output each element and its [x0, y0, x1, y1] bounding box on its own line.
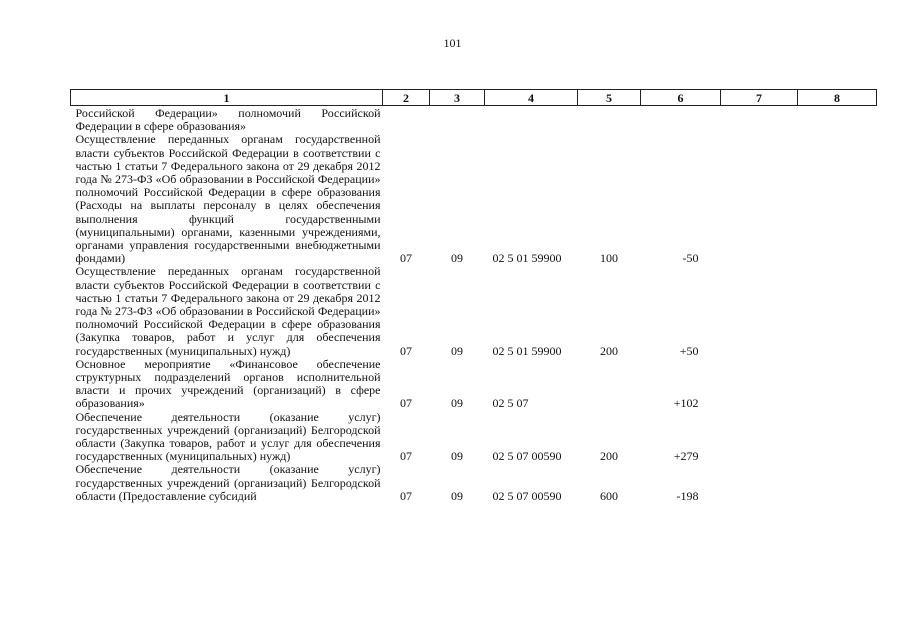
cell-target-article: 02 5 01 59900	[492, 251, 562, 266]
cell-expense-type: 200	[600, 343, 618, 358]
cell-col7	[721, 411, 798, 464]
row-description: Российской Федерации» полномочий Российской Федерации в сфере образования»	[75, 106, 381, 134]
cell-podrazdel: 09	[451, 251, 463, 266]
cell-col7	[721, 265, 798, 357]
cell-amount	[641, 106, 721, 134]
cell-target-article: 02 5 07	[492, 396, 529, 411]
cell-expense-type: 600	[600, 488, 618, 503]
cell-col8	[798, 411, 877, 464]
table-row	[71, 358, 877, 411]
budget-table	[70, 89, 877, 503]
cell-col8	[798, 358, 877, 411]
row-description: Обеспечение деятельности (оказание услуг) государственных учреждений (организаций) Белгородской области (Закупка товаров, работ и услуг для обеспечения государственных (муниципальных) нужд)	[75, 409, 381, 464]
cell-col7	[721, 463, 798, 503]
cell-col7	[721, 358, 798, 411]
cell-col7	[721, 106, 798, 134]
table-row	[71, 133, 877, 265]
column-header: 7	[721, 90, 798, 106]
column-header: 2	[383, 90, 430, 106]
cell-amount: -50	[682, 251, 699, 266]
cell-target-article: 02 5 01 59900	[492, 343, 562, 358]
row-description: Осуществление переданных органам государственной власти субъектов Российской Федерации в соответствии с частью 1 статьи 7 Федерального закона от 29 декабря 2012 года № 273-ФЗ «Об образовании в Российской Федерации» полномочий Российской Федерации в сфере образования (Расходы на выплаты персоналу в целях обеспечения выполнения функций государственными (муниципальными) органами, казенными учреждениями, органами управления государственными внебюджетными фондами)	[75, 132, 381, 266]
cell-amount: +102	[673, 396, 699, 411]
column-header: 6	[641, 90, 721, 106]
row-description: Обеспечение деятельности (оказание услуг) государственных учреждений (организаций) Белгородской области (Предоставление субсидий	[75, 462, 381, 503]
cell-target-article: 02 5 07 00590	[492, 488, 562, 503]
cell-target-article	[485, 106, 578, 134]
cell-col7	[721, 133, 798, 265]
cell-razdel: 07	[400, 343, 412, 358]
column-header: 4	[485, 90, 578, 106]
cell-expense-type: 200	[600, 449, 618, 464]
cell-podrazdel	[430, 106, 485, 134]
cell-amount: +279	[673, 449, 699, 464]
cell-target-article: 02 5 07 00590	[492, 449, 562, 464]
table-row	[71, 265, 877, 357]
column-header: 3	[430, 90, 485, 106]
page-number: 101	[443, 36, 462, 50]
row-description: Основное мероприятие «Финансовое обеспечение структурных подразделений органов исполнительной власти и прочих учреждений (организаций) в сфере образования»	[75, 356, 381, 411]
cell-expense-type: 100	[600, 251, 618, 266]
cell-podrazdel: 09	[451, 488, 463, 503]
cell-razdel: 07	[400, 396, 412, 411]
cell-razdel: 07	[400, 251, 412, 266]
cell-col8	[798, 265, 877, 357]
cell-razdel: 07	[400, 488, 412, 503]
cell-amount: +50	[679, 343, 699, 358]
column-header: 5	[578, 90, 641, 106]
table-row	[71, 411, 877, 464]
cell-expense-type	[578, 106, 641, 134]
table-row	[71, 106, 877, 134]
cell-col8	[798, 106, 877, 134]
cell-podrazdel: 09	[451, 343, 463, 358]
cell-razdel: 07	[400, 449, 412, 464]
cell-podrazdel: 09	[451, 449, 463, 464]
table-row	[71, 463, 877, 503]
column-header: 1	[71, 90, 383, 106]
column-header: 8	[798, 90, 877, 106]
cell-razdel	[383, 106, 430, 134]
cell-col8	[798, 463, 877, 503]
cell-podrazdel: 09	[451, 396, 463, 411]
cell-expense-type	[578, 358, 641, 411]
cell-amount: -198	[676, 488, 699, 503]
column-number-header	[71, 90, 877, 106]
cell-col8	[798, 133, 877, 265]
row-description: Осуществление переданных органам государственной власти субъектов Российской Федерации в соответствии с частью 1 статьи 7 Федерального закона от 29 декабря 2012 года № 273-ФЗ «Об образовании в Российской Федерации» полномочий Российской Федерации в сфере образования (Закупка товаров, работ и услуг для обеспечения государственных (муниципальных) нужд)	[75, 264, 381, 358]
